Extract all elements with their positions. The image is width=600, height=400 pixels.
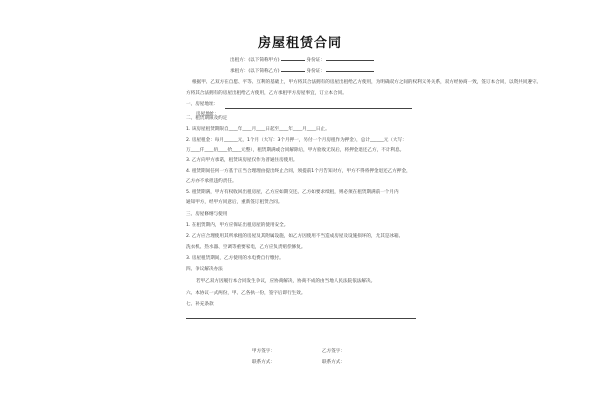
lessor-row <box>230 58 374 64</box>
clause-2-4a: 4. 租赁期间任何一方基于正当合理理由提出终止合同，须提前1个月告知对方，甲方不得将押金退还乙方押金， <box>186 169 411 174</box>
clause-3-1: 1. 在租赁期内，甲方应保证出租房屋的使用安全。 <box>186 223 289 228</box>
lessor-label: 出租方：(以下简称甲方) <box>230 58 280 63</box>
lessee-id-blank <box>326 71 374 72</box>
section-1-label: 一、房屋地址： <box>186 102 219 107</box>
intro-line-2: 方将其合法拥有的房屋出租给乙方使用，乙方承租甲方房屋事宜，订立本合同。 <box>186 91 347 96</box>
clause-2-1: 1. 该房屋租赁期限自____年____月____日起至____年____月____日止。 <box>186 127 330 132</box>
contract-title: 房屋租赁合同 <box>257 36 342 51</box>
party-a-contact <box>252 359 275 365</box>
address-blank <box>225 108 412 109</box>
section-3-heading: 三、房屋修缮与使用 <box>186 212 228 217</box>
address-sub-label: 房屋地址： <box>196 112 219 117</box>
intro-line-1: 根据甲、乙双方在自愿、平等、互利的基础上，甲方将其合法拥有的房屋出租给乙方使用，为明确双方之间的权利义务关系，双方经协商一致，签订本合同，以资共同遵守。 <box>192 80 542 85</box>
clause-3-2a: 2. 乙方应合理使用其所承租的房屋及其附属设施，如乙方因使用不当造成房屋及设施损坏的，尤其是冰箱、 <box>186 234 404 239</box>
section-2-heading: 二、租赁期限及约定 <box>186 116 228 121</box>
party-b-contact-label: 联系方式： <box>322 360 345 365</box>
lessee-name-blank <box>281 71 305 72</box>
clause-4-1: 若甲乙双方因履行本合同发生争议，应协商解决，协商不成的由当地人民法院依法解决。 <box>196 279 376 284</box>
party-a-signature-label: 甲方签字： <box>252 349 275 354</box>
clause-2-2a: 2. 房屋租金：每月______元，1个月（大写：3个月押一，另付一个月房租作为押金），总计______元（大写： <box>186 138 407 143</box>
clause-3-2b: 洗衣机、热水器、空调等重要家电，乙方应负责赔偿修复。 <box>186 245 306 250</box>
lessee-id-label: 身份证： <box>306 69 325 74</box>
party-b-signature-label: 乙方签字： <box>322 349 345 354</box>
lessee-label: 承租方：(以下简称乙方) <box>230 69 280 74</box>
clause-2-3: 3. 乙方向甲方承诺，租赁该房屋仅作为普通住房使用。 <box>186 158 298 163</box>
clause-2-2b: 万____仟____佰____拾____元整），租赁期满或合同解除后，甲方验收无误后，将押金退还乙方，不计利息。 <box>186 148 405 153</box>
section-6: 六、本协议一式两份，甲、乙各执一份，签字后即行生效。 <box>186 291 306 296</box>
section-7-heading: 七、补充条款 <box>186 302 214 307</box>
clause-2-4b: 乙方亦不承担违约责任。 <box>186 179 237 184</box>
section-4-heading: 四、争议解决办法 <box>186 267 223 272</box>
lessor-id-label: 身份证： <box>306 58 325 63</box>
party-b-contact <box>322 359 345 365</box>
lessee-row <box>230 69 374 75</box>
lessor-id-blank <box>326 60 374 61</box>
supplement-blank-line <box>186 318 416 319</box>
clause-2-5b: 通知甲方，经甲方同意后，重新签订租赁合同。 <box>186 200 283 205</box>
section-1-heading <box>186 102 218 108</box>
clause-3-3: 3. 房屋租赁期间，乙方使用的水电费自行缴付。 <box>186 256 284 261</box>
party-a-contact-label: 联系方式： <box>252 360 275 365</box>
party-a-signature <box>252 348 275 354</box>
party-b-signature <box>322 348 345 354</box>
lessor-name-blank <box>281 60 305 61</box>
clause-2-5a: 5. 租赁期满，甲方有权收回出租房屋，乙方应如期交还。乙方如要求续租，则必须在租赁期满前一个月内 <box>186 190 399 195</box>
